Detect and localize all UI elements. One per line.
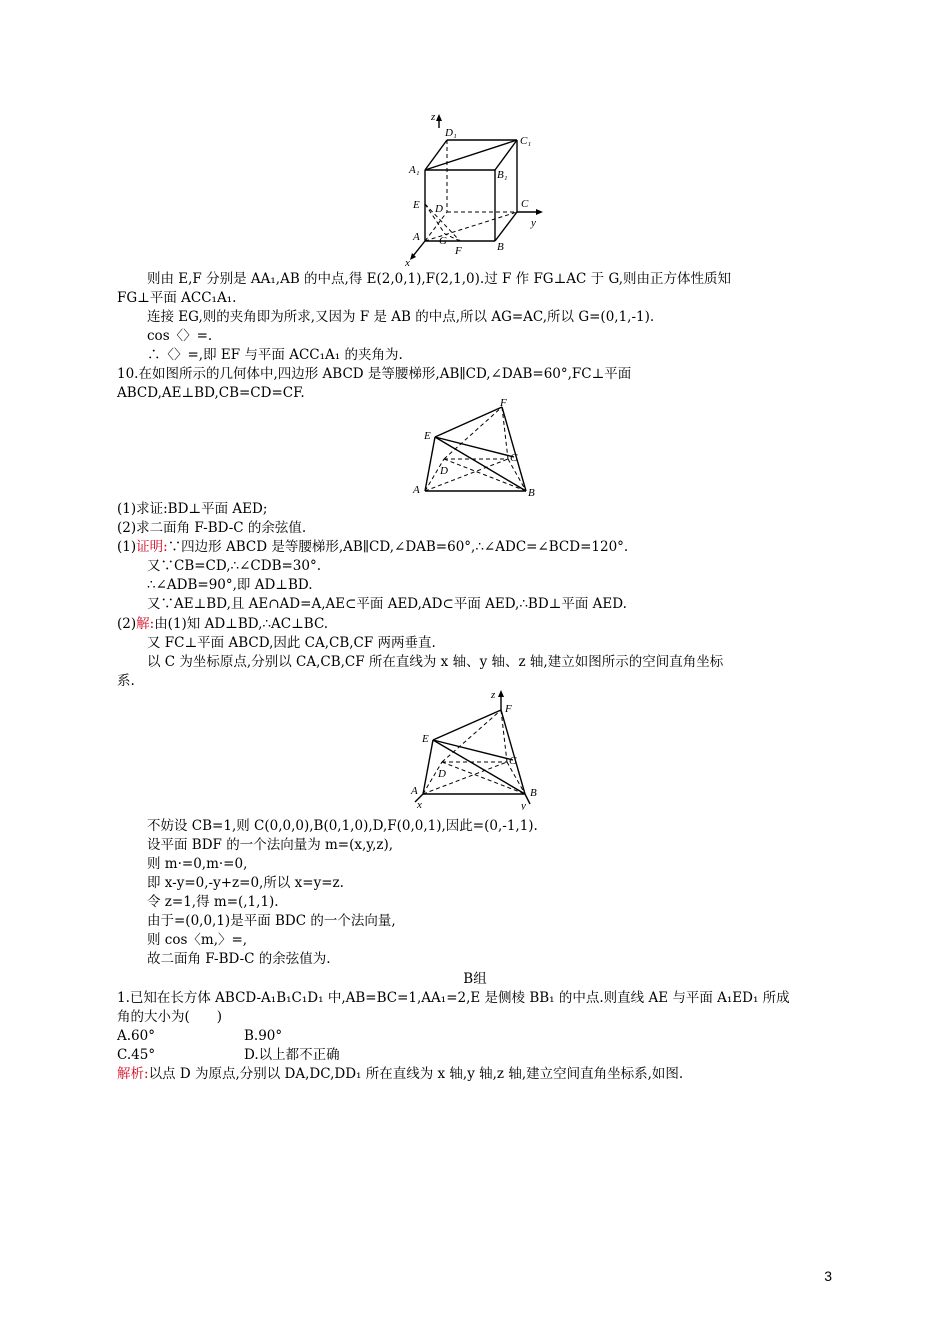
analysis-text: 以点 D 为原点,分别以 DA,DC,DD₁ 所在直线为 x 轴,y 轴,z 轴,建立空间直角坐标系,如图. bbox=[148, 1066, 684, 1082]
fig2-label: A bbox=[413, 484, 420, 496]
fig3-label: F bbox=[505, 703, 512, 715]
fig2-label: D bbox=[440, 465, 448, 477]
solid-figure bbox=[410, 397, 545, 499]
text-line: cos〈〉=. bbox=[147, 328, 213, 344]
solution-line: 故二面角 F-BD-C 的余弦值为. bbox=[147, 951, 331, 967]
fig2-label: C bbox=[510, 452, 518, 464]
question-10-cont: ABCD,AE⊥BD,CB=CD=CF. bbox=[117, 385, 305, 401]
question-part-2: (2)求二面角 F-BD-C 的余弦值. bbox=[117, 520, 307, 536]
solution-line: 由于=(0,0,1)是平面 BDC 的一个法向量, bbox=[147, 913, 396, 929]
option-d: D.以上都不正确 bbox=[244, 1047, 340, 1063]
option-b: B.90° bbox=[244, 1028, 283, 1044]
solution-line: 以 C 为坐标原点,分别以 CA,CB,CF 所在直线为 x 轴、y 轴、z 轴,建立如图所示的空间直角坐标 bbox=[147, 654, 724, 670]
analysis-line bbox=[117, 1065, 683, 1083]
fig3-label: x bbox=[417, 799, 422, 810]
fig1-label: F bbox=[455, 245, 462, 257]
fig1-label: x bbox=[405, 257, 410, 268]
solution-line: 即 x-y=0,-y+z=0,所以 x=y=z. bbox=[147, 875, 344, 891]
cube-figure bbox=[405, 108, 555, 268]
fig1-label: A bbox=[413, 231, 420, 243]
question-10: 10.在如图所示的几何体中,四边形 ABCD 是等腰梯形,AB∥CD,∠DAB=60°,FC⊥平面 bbox=[117, 366, 632, 382]
coordinate-figure bbox=[405, 688, 555, 810]
solution-line: 不妨设 CB=1,则 C(0,0,0),B(0,1,0),D,F(0,0,1),因此=(0,-1,1). bbox=[147, 818, 538, 834]
fig3-label: A bbox=[411, 785, 418, 797]
fig3-label: C bbox=[509, 755, 517, 767]
solution-line: 又 FC⊥平面 ABCD,因此 CA,CB,CF 两两垂直. bbox=[147, 635, 436, 651]
fig1-label: C₁ bbox=[520, 135, 532, 147]
analysis-label: 解析: bbox=[117, 1066, 149, 1082]
solution-line: 则 m·=0,m·=0, bbox=[147, 856, 248, 872]
fig3-label: B bbox=[530, 787, 537, 799]
fig2-label: E bbox=[424, 430, 431, 442]
option-c: C.45° bbox=[117, 1047, 156, 1063]
solution-line: 令 z=1,得 m=(,1,1). bbox=[147, 894, 279, 910]
fig3-label: E bbox=[422, 733, 429, 745]
fig3-label: D bbox=[438, 768, 446, 780]
proof-prefix: (1) bbox=[117, 539, 137, 555]
proof-line: 又∵CB=CD,∴∠CDB=30°. bbox=[147, 558, 322, 574]
fig1-label: D₁ bbox=[445, 127, 457, 139]
fig2-label: B bbox=[528, 487, 535, 499]
fig1-label: C bbox=[521, 198, 529, 210]
text-line: FG⊥平面 ACC₁A₁. bbox=[117, 290, 237, 306]
fig1-label: y bbox=[531, 217, 536, 229]
fig2-label: F bbox=[500, 397, 507, 409]
fig1-label: D bbox=[435, 203, 443, 215]
fig1-label: G bbox=[439, 235, 447, 247]
fig3-label: y bbox=[521, 800, 526, 810]
proof-line bbox=[117, 538, 628, 556]
fig1-label: z bbox=[431, 111, 436, 123]
solution-line: 系. bbox=[117, 673, 135, 689]
solution-label: 解: bbox=[136, 616, 155, 632]
fig1-label: E bbox=[413, 199, 420, 211]
proof-label: 证明: bbox=[136, 539, 168, 555]
solution-line bbox=[117, 615, 328, 633]
fig1-label: A₁ bbox=[409, 164, 420, 176]
proof-line: ∴∠ADB=90°,即 AD⊥BD. bbox=[147, 577, 313, 593]
proof-line: 又∵AE⊥BD,且 AE∩AD=A,AE⊂平面 AED,AD⊂平面 AED,∴BD⊥平面 AED. bbox=[147, 596, 627, 612]
fig3-label: z bbox=[491, 689, 496, 701]
fig1-label: B bbox=[497, 241, 504, 253]
question-1: 1.已知在长方体 ABCD-A₁B₁C₁D₁ 中,AB=BC=1,AA₁=2,E 是侧棱 BB₁ 的中点.则直线 AE 与平面 A₁ED₁ 所成 bbox=[117, 990, 790, 1006]
question-part-1: (1)求证:BD⊥平面 AED; bbox=[117, 501, 268, 517]
solution-line: 设平面 BDF 的一个法向量为 m=(x,y,z), bbox=[147, 837, 394, 853]
solution-prefix: (2) bbox=[117, 616, 137, 632]
solution-line: 则 cos〈m,〉=, bbox=[147, 932, 248, 948]
solution-text: 由(1)知 AD⊥BD,∴AC⊥BC. bbox=[154, 616, 329, 632]
group-heading: B组 bbox=[463, 971, 487, 987]
text-line: 则由 E,F 分别是 AA₁,AB 的中点,得 E(2,0,1),F(2,1,0).过 F 作 FG⊥AC 于 G,则由正方体性质知 bbox=[147, 271, 732, 287]
fig1-label: B₁ bbox=[497, 169, 508, 181]
proof-text: ∵四边形 ABCD 是等腰梯形,AB∥CD,∠DAB=60°,∴∠ADC=∠BCD=120°. bbox=[167, 539, 629, 555]
text-line: 连接 EG,则的夹角即为所求,又因为 F 是 AB 的中点,所以 AG=AC,所以 G=(0,1,-1). bbox=[147, 309, 655, 325]
page-number: 3 bbox=[824, 1268, 832, 1284]
text-line: ∴〈〉=,即 EF 与平面 ACC₁A₁ 的夹角为. bbox=[147, 347, 403, 363]
option-a: A.60° bbox=[117, 1028, 155, 1044]
question-1-cont: 角的大小为( ) bbox=[117, 1009, 223, 1025]
